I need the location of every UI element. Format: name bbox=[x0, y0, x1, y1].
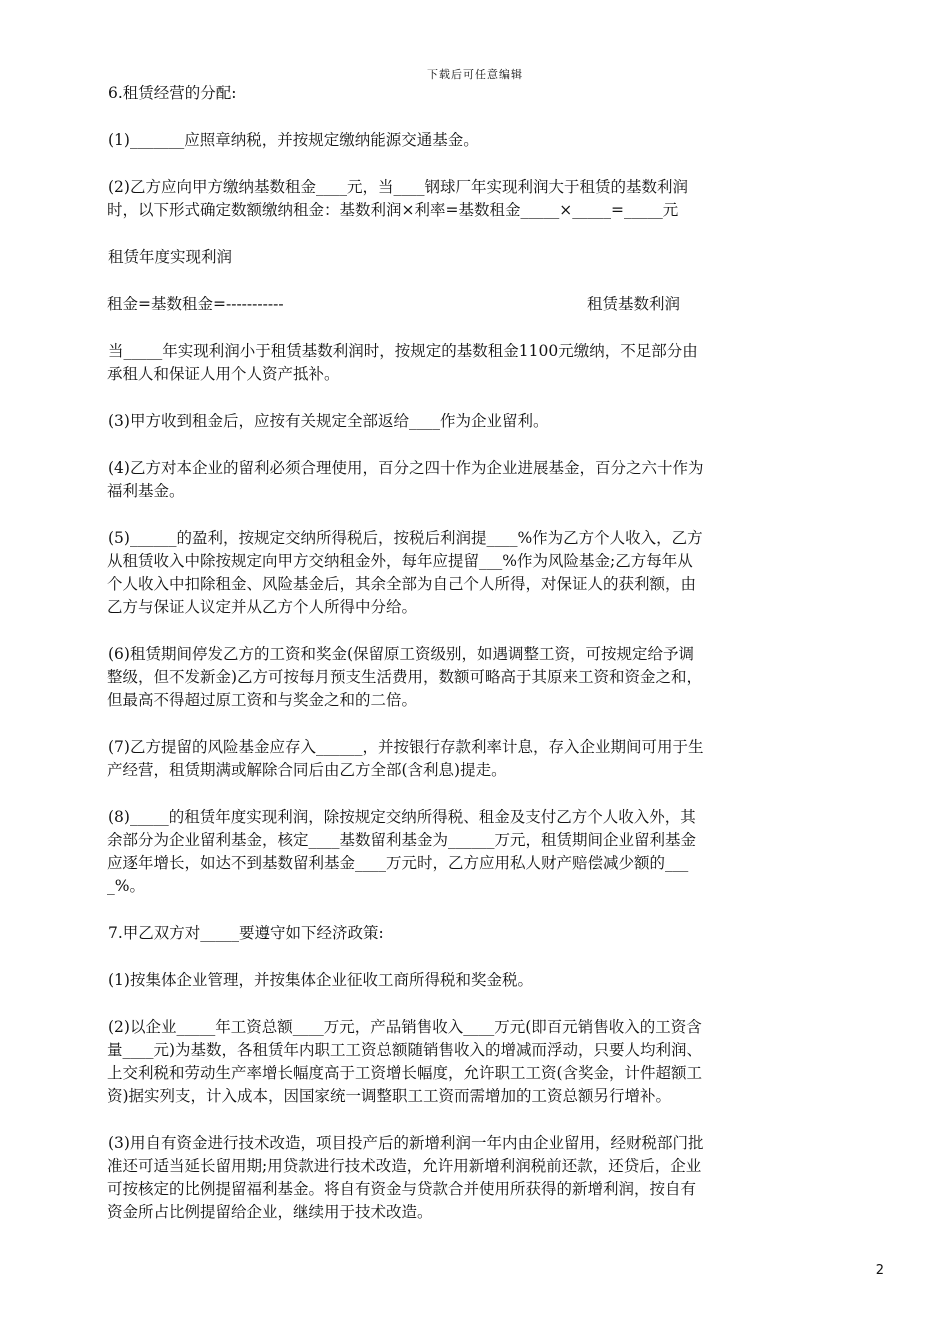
formula-numerator: 租赁年度实现利润 bbox=[108, 248, 233, 266]
paragraph: (7)乙方提留的风险基金应存入______，并按银行存款利率计息，存入企业期间可用于生产经营，租赁期满或解除合同后由乙方全部(含利息)提走。 bbox=[107, 738, 704, 779]
paragraph: (1)_______应照章纳税，并按规定缴纳能源交通基金。 bbox=[108, 131, 479, 149]
formula-row bbox=[107, 293, 707, 316]
paragraph: (1)按集体企业管理，并按集体企业征收工商所得税和奖金税。 bbox=[108, 971, 533, 989]
header-note: 下载后可任意编辑 bbox=[427, 68, 523, 81]
paragraph: (8)_____的租赁年度实现利润，除按规定交纳所得税、租金及支付乙方个人收入外，其余部分为企业留利基金，核定____基数留利基金为______万元，租赁期间企业留利基金应逐年增长，如达不到基数留利基金____万元时，乙方应用私人财产赔偿减少额的____%。 bbox=[107, 808, 697, 895]
paragraph: 当_____年实现利润小于租赁基数利润时，按规定的基数租金1100元缴纳，不足部分由承租人和保证人用个人资产抵补。 bbox=[107, 342, 698, 383]
paragraph: (2)乙方应向甲方缴纳基数租金____元，当____钢球厂年实现利润大于租赁的基数利润时，以下形式确定数额缴纳租金：基数利润×利率=基数租金_____×_____=_____元 bbox=[107, 178, 688, 219]
formula-left: 租金=基数租金=----------- bbox=[107, 295, 284, 313]
section-heading-6: 6.租赁经营的分配: bbox=[108, 84, 237, 102]
section-heading-7: 7.甲乙双方对_____要遵守如下经济政策: bbox=[108, 924, 384, 942]
paragraph: (4)乙方对本企业的留利必须合理使用，百分之四十作为企业进展基金，百分之六十作为福利基金。 bbox=[107, 459, 704, 500]
paragraph: (3)甲方收到租金后，应按有关规定全部返给____作为企业留利。 bbox=[108, 412, 549, 430]
paragraph: (2)以企业_____年工资总额____万元，产品销售收入____万元(即百元销售收入的工资含量____元)为基数，各租赁年内职工工资总额随销售收入的增减而浮动，只要人均利润、上交利税和劳动生产率增长幅度高于工资增长幅度，允许职工工资(含奖金，计件超额工资)据实列支，计入成本，因国家统一调整职工工资而需增加的工资总额另行增补。 bbox=[107, 1018, 703, 1105]
page-number: 2 bbox=[875, 1263, 884, 1278]
document-body bbox=[107, 82, 707, 1248]
paragraph: (5)______的盈利，按规定交纳所得税后，按税后利润提____%作为乙方个人收入，乙方从租赁收入中除按规定向甲方交纳租金外，每年应提留___%作为风险基金;乙方每年从个人收入中扣除租金、风险基金后，其余全部为自己个人所得，对保证人的获利额，由乙方与保证人议定并从乙方个人所得中分给。 bbox=[107, 529, 703, 616]
paragraph: (3)用自有资金进行技术改造，项目投产后的新增利润一年内由企业留用，经财税部门批准还可适当延长留用期;用贷款进行技术改造，允许用新增利润税前还款，还贷后，企业可按核定的比例提留福利基金。将自有资金与贷款合并使用所获得的新增利润，按自有资金所占比例提留给企业，继续用于技术改造。 bbox=[107, 1134, 704, 1221]
formula-denominator: 租赁基数利润 bbox=[587, 295, 681, 313]
paragraph: (6)租赁期间停发乙方的工资和奖金(保留原工资级别，如遇调整工资，可按规定给予调整级，但不发新金)乙方可按每月预支生活费用，数额可略高于其原来工资和资金之和，但最高不得超过原工资和与奖金之和的二倍。 bbox=[107, 645, 703, 709]
